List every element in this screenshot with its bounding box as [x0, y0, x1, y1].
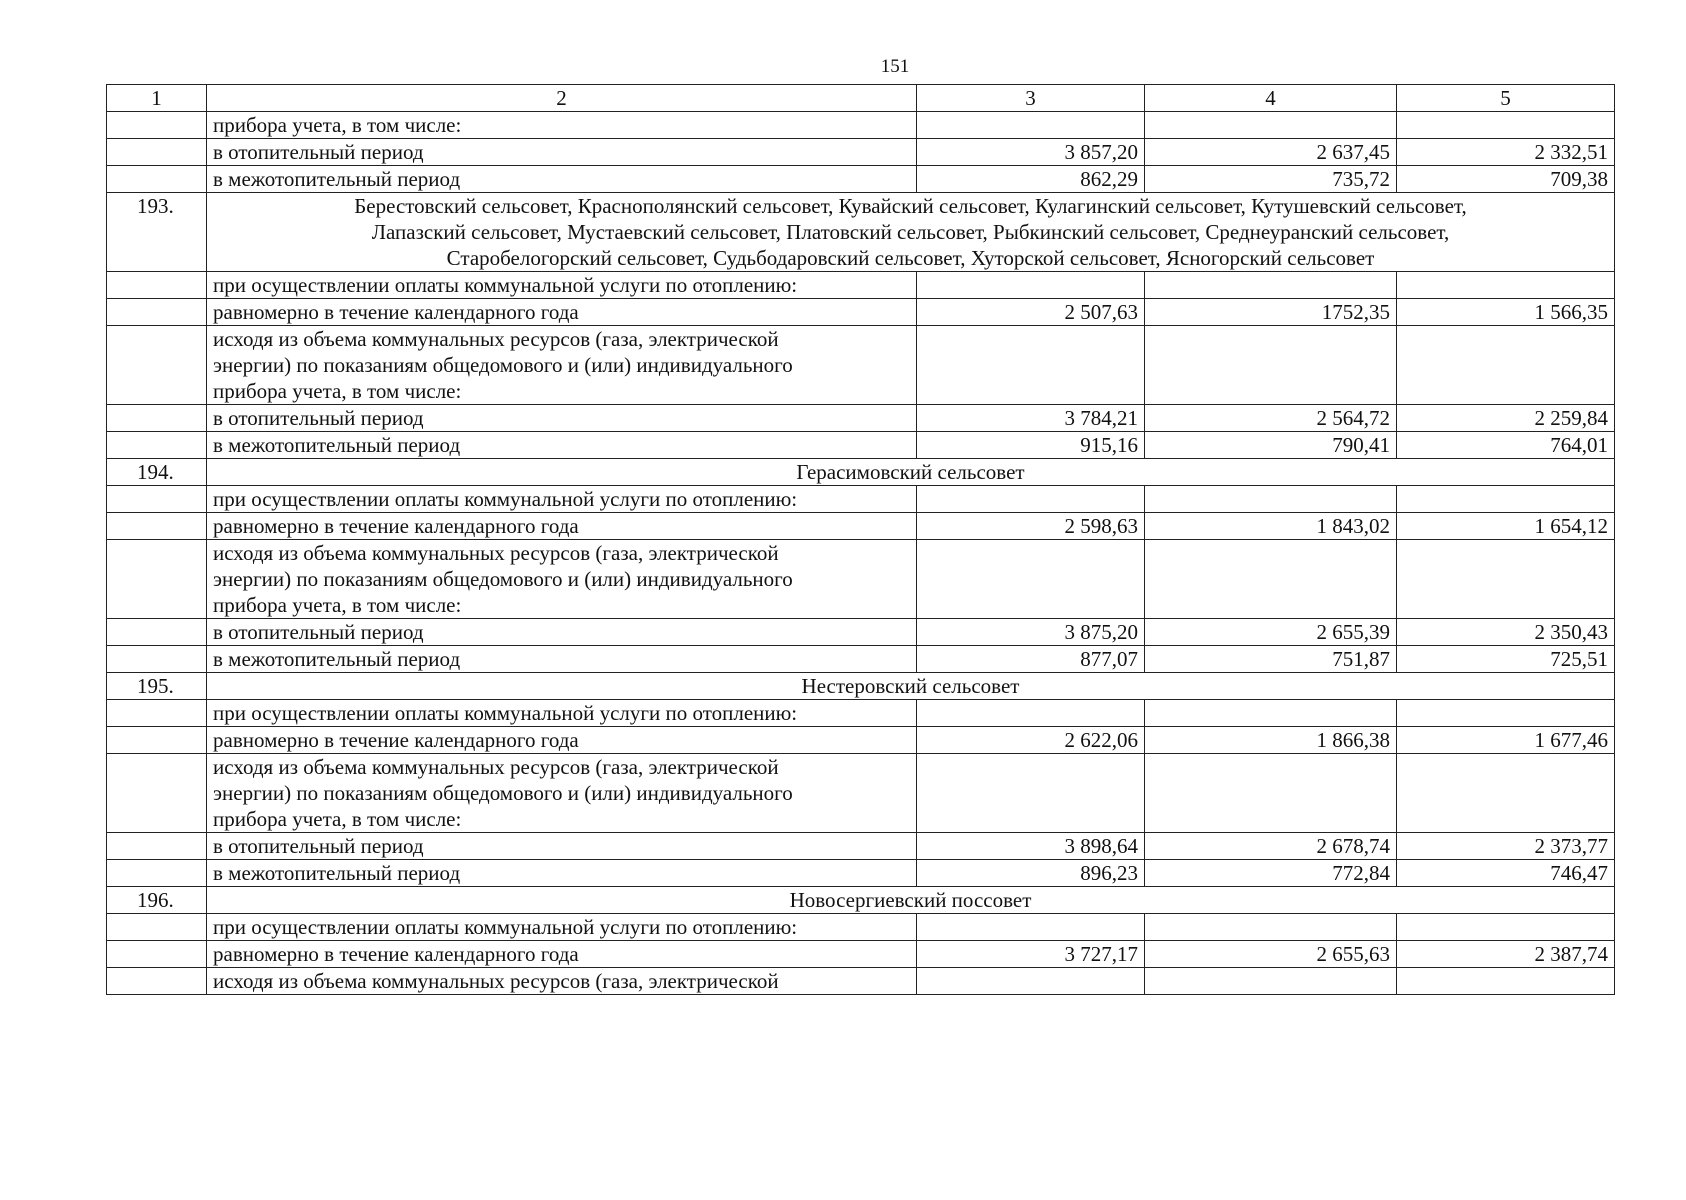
description-cell: при осуществлении оплаты коммунальной услуги по отоплению:	[207, 700, 917, 727]
row-number-cell: 193.	[107, 193, 207, 272]
description-line: энергии) по показаниям общедомового и (или) индивидуального	[213, 567, 793, 591]
row-number-cell	[107, 432, 207, 459]
row-number-cell	[107, 326, 207, 405]
value-cell-v5: 2 332,51	[1397, 139, 1615, 166]
row-number-cell	[107, 968, 207, 995]
row-number-cell	[107, 405, 207, 432]
description-cell: в отопительный период	[207, 833, 917, 860]
value-cell-v5: 1 677,46	[1397, 727, 1615, 754]
value-cell-v3: 862,29	[917, 166, 1145, 193]
value-cell-v4: 1 866,38	[1145, 727, 1397, 754]
table-row	[107, 326, 1615, 405]
section-title-line: Лапазский сельсовет, Мустаевский сельсовет, Платовский сельсовет, Рыбкинский сельсовет, Среднеуранский сельсовет,	[371, 220, 1450, 244]
value-cell-v3: 915,16	[917, 432, 1145, 459]
header-cell-3: 3	[917, 85, 1145, 112]
value-cell-v5: 2 373,77	[1397, 833, 1615, 860]
description-cell: в отопительный период	[207, 619, 917, 646]
description-cell	[207, 326, 917, 405]
row-number-cell	[107, 619, 207, 646]
row-number-cell	[107, 166, 207, 193]
description-line: исходя из объема коммунальных ресурсов (газа, электрической	[213, 541, 779, 565]
row-number-cell	[107, 727, 207, 754]
section-title-line: Берестовский сельсовет, Краснополянский сельсовет, Кувайский сельсовет, Кулагинский сельсовет, Кутушевский сельсовет,	[354, 194, 1467, 218]
description-cell: в межотопительный период	[207, 646, 917, 673]
value-cell-v5: 709,38	[1397, 166, 1615, 193]
table-row	[107, 540, 1615, 619]
value-cell-v5: 2 350,43	[1397, 619, 1615, 646]
value-cell-v5: 2 387,74	[1397, 941, 1615, 968]
table-row	[107, 112, 1615, 139]
row-number-cell	[107, 833, 207, 860]
row-number-cell: 194.	[107, 459, 207, 486]
value-cell-v4	[1145, 754, 1397, 833]
value-cell-v4: 772,84	[1145, 860, 1397, 887]
value-cell-v4: 2 655,63	[1145, 941, 1397, 968]
value-cell-v5	[1397, 754, 1615, 833]
value-cell-v4	[1145, 272, 1397, 299]
value-cell-v5	[1397, 968, 1615, 995]
value-cell-v5	[1397, 540, 1615, 619]
description-line: энергии) по показаниям общедомового и (или) индивидуального	[213, 781, 793, 805]
value-cell-v3: 896,23	[917, 860, 1145, 887]
table-row	[107, 486, 1615, 513]
table-row	[107, 860, 1615, 887]
value-cell-v3	[917, 112, 1145, 139]
description-cell: при осуществлении оплаты коммунальной услуги по отоплению:	[207, 486, 917, 513]
value-cell-v3: 2 622,06	[917, 727, 1145, 754]
row-number-cell	[107, 914, 207, 941]
table-row	[107, 272, 1615, 299]
value-cell-v3	[917, 700, 1145, 727]
value-cell-v4: 2 678,74	[1145, 833, 1397, 860]
table-row	[107, 727, 1615, 754]
value-cell-v4: 2 637,45	[1145, 139, 1397, 166]
table-row	[107, 833, 1615, 860]
section-title-cell	[207, 459, 1615, 486]
value-cell-v3: 2 598,63	[917, 513, 1145, 540]
value-cell-v5: 1 654,12	[1397, 513, 1615, 540]
header-cell-2: 2	[207, 85, 917, 112]
value-cell-v3	[917, 540, 1145, 619]
value-cell-v4: 751,87	[1145, 646, 1397, 673]
table-row	[107, 619, 1615, 646]
description-line: исходя из объема коммунальных ресурсов (газа, электрической	[213, 755, 779, 779]
description-line: прибора учета, в том числе:	[213, 379, 462, 403]
value-cell-v5: 2 259,84	[1397, 405, 1615, 432]
description-cell: в отопительный период	[207, 139, 917, 166]
table-row	[107, 513, 1615, 540]
section-row	[107, 673, 1615, 700]
value-cell-v3	[917, 754, 1145, 833]
section-title-cell	[207, 673, 1615, 700]
table-row	[107, 432, 1615, 459]
row-number-cell	[107, 646, 207, 673]
table-row	[107, 914, 1615, 941]
section-title-cell	[207, 887, 1615, 914]
value-cell-v5: 725,51	[1397, 646, 1615, 673]
value-cell-v5	[1397, 326, 1615, 405]
description-cell: при осуществлении оплаты коммунальной услуги по отоплению:	[207, 272, 917, 299]
row-number-cell	[107, 139, 207, 166]
description-cell: при осуществлении оплаты коммунальной услуги по отоплению:	[207, 914, 917, 941]
value-cell-v5	[1397, 112, 1615, 139]
value-cell-v5: 746,47	[1397, 860, 1615, 887]
row-number-cell	[107, 112, 207, 139]
description-cell: в межотопительный период	[207, 166, 917, 193]
section-title-line: Герасимовский сельсовет	[796, 460, 1025, 484]
table-row	[107, 405, 1615, 432]
description-cell: прибора учета, в том числе:	[207, 112, 917, 139]
value-cell-v4	[1145, 486, 1397, 513]
value-cell-v4: 1752,35	[1145, 299, 1397, 326]
description-line: прибора учета, в том числе:	[213, 807, 462, 831]
section-title-cell	[207, 193, 1615, 272]
header-cell-4: 4	[1145, 85, 1397, 112]
section-title-line: Старобелогорский сельсовет, Судьбодаровский сельсовет, Хуторской сельсовет, Ясногорский сельсовет	[446, 246, 1375, 270]
row-number-cell: 195.	[107, 673, 207, 700]
table-row	[107, 968, 1615, 995]
value-cell-v5	[1397, 272, 1615, 299]
value-cell-v3: 3 875,20	[917, 619, 1145, 646]
row-number-cell	[107, 486, 207, 513]
value-cell-v4	[1145, 700, 1397, 727]
value-cell-v3: 877,07	[917, 646, 1145, 673]
description-cell: равномерно в течение календарного года	[207, 727, 917, 754]
row-number-cell	[107, 272, 207, 299]
description-cell: равномерно в течение календарного года	[207, 941, 917, 968]
table-body	[107, 112, 1615, 995]
description-cell: равномерно в течение календарного года	[207, 299, 917, 326]
section-row	[107, 193, 1615, 272]
description-cell: в отопительный период	[207, 405, 917, 432]
section-title-line: Новосергиевский поссовет	[789, 888, 1032, 912]
value-cell-v3	[917, 486, 1145, 513]
description-cell: равномерно в течение календарного года	[207, 513, 917, 540]
description-line: энергии) по показаниям общедомового и (или) индивидуального	[213, 353, 793, 377]
value-cell-v5	[1397, 914, 1615, 941]
section-row	[107, 887, 1615, 914]
table-row	[107, 941, 1615, 968]
value-cell-v4: 2 655,39	[1145, 619, 1397, 646]
table-row	[107, 700, 1615, 727]
row-number-cell	[107, 941, 207, 968]
description-cell: исходя из объема коммунальных ресурсов (газа, электрической	[207, 968, 917, 995]
value-cell-v4	[1145, 540, 1397, 619]
value-cell-v3: 3 727,17	[917, 941, 1145, 968]
description-line: прибора учета, в том числе:	[213, 593, 462, 617]
section-title-line: Нестеровский сельсовет	[801, 674, 1020, 698]
value-cell-v3	[917, 326, 1145, 405]
table-row	[107, 139, 1615, 166]
section-row	[107, 459, 1615, 486]
row-number-cell	[107, 754, 207, 833]
value-cell-v3: 2 507,63	[917, 299, 1145, 326]
value-cell-v4	[1145, 914, 1397, 941]
description-cell	[207, 754, 917, 833]
value-cell-v3: 3 857,20	[917, 139, 1145, 166]
value-cell-v3	[917, 968, 1145, 995]
value-cell-v4: 735,72	[1145, 166, 1397, 193]
value-cell-v4: 2 564,72	[1145, 405, 1397, 432]
header-cell-5: 5	[1397, 85, 1615, 112]
table-row	[107, 299, 1615, 326]
table-row	[107, 646, 1615, 673]
value-cell-v3	[917, 914, 1145, 941]
page-number: 151	[880, 56, 910, 77]
description-cell	[207, 540, 917, 619]
value-cell-v5: 1 566,35	[1397, 299, 1615, 326]
value-cell-v5	[1397, 700, 1615, 727]
row-number-cell: 196.	[107, 887, 207, 914]
value-cell-v4	[1145, 326, 1397, 405]
value-cell-v4: 790,41	[1145, 432, 1397, 459]
value-cell-v4: 1 843,02	[1145, 513, 1397, 540]
value-cell-v3: 3 784,21	[917, 405, 1145, 432]
value-cell-v3: 3 898,64	[917, 833, 1145, 860]
row-number-cell	[107, 700, 207, 727]
header-cell-1: 1	[107, 85, 207, 112]
header-row	[107, 85, 1615, 112]
description-cell: в межотопительный период	[207, 432, 917, 459]
tariff-table	[106, 84, 1615, 995]
value-cell-v3	[917, 272, 1145, 299]
table-row	[107, 166, 1615, 193]
value-cell-v5	[1397, 486, 1615, 513]
description-line: исходя из объема коммунальных ресурсов (газа, электрической	[213, 327, 779, 351]
row-number-cell	[107, 299, 207, 326]
row-number-cell	[107, 860, 207, 887]
row-number-cell	[107, 540, 207, 619]
description-cell: в межотопительный период	[207, 860, 917, 887]
value-cell-v4	[1145, 112, 1397, 139]
row-number-cell	[107, 513, 207, 540]
value-cell-v4	[1145, 968, 1397, 995]
value-cell-v5: 764,01	[1397, 432, 1615, 459]
table-row	[107, 754, 1615, 833]
